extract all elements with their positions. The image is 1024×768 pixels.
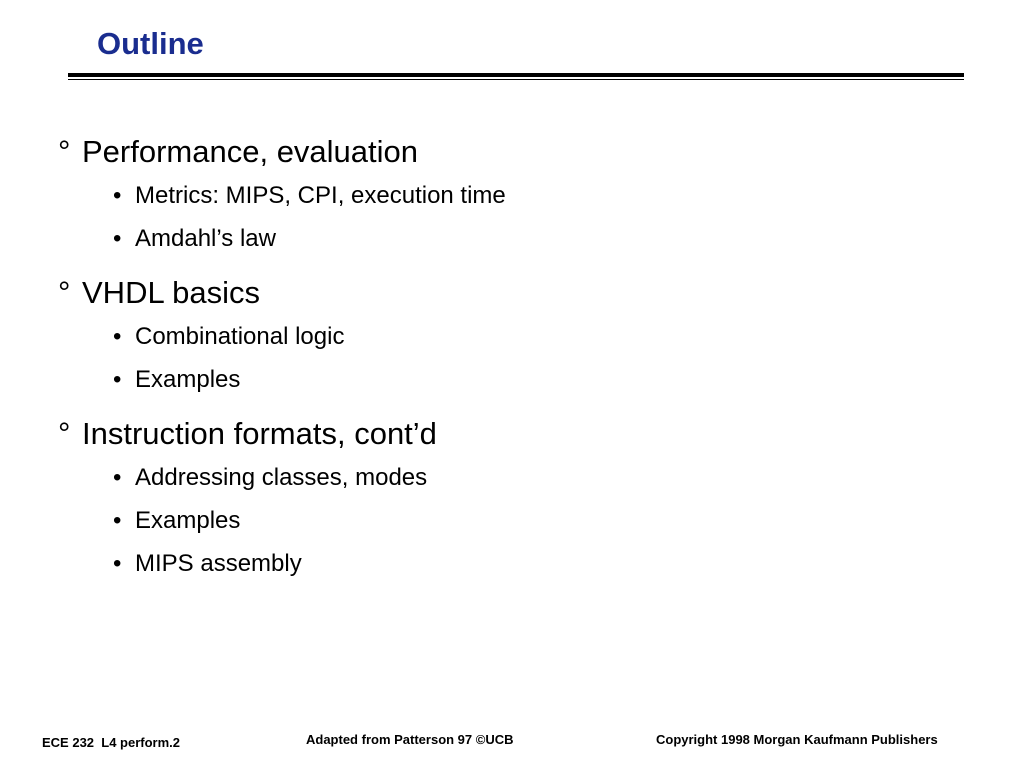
footer-course-label: ECE 232 L4 perform.2 <box>42 735 180 750</box>
degree-bullet: ° <box>58 134 71 169</box>
section-heading-text: Instruction formats, cont’d <box>82 416 437 451</box>
list-item-text: Metrics: MIPS, CPI, execution time <box>135 182 506 209</box>
list-item <box>113 315 958 358</box>
list-item <box>113 174 958 217</box>
degree-bullet: ° <box>58 275 71 310</box>
degree-bullet: ° <box>58 416 71 451</box>
bullet-dot: • <box>113 366 122 393</box>
title-divider-thin <box>68 79 964 80</box>
list-item <box>113 217 958 260</box>
bullet-dot: • <box>113 182 122 209</box>
list-item <box>113 499 958 542</box>
sub-list <box>58 456 958 585</box>
bullet-dot: • <box>113 225 122 252</box>
list-item-text: Combinational logic <box>135 323 345 350</box>
section-heading <box>58 412 958 456</box>
section-heading <box>58 130 958 174</box>
list-item-text: Examples <box>135 366 241 393</box>
section-heading-text: Performance, evaluation <box>82 134 419 169</box>
sub-list <box>58 315 958 401</box>
bullet-dot: • <box>113 550 122 577</box>
list-item <box>113 358 958 401</box>
list-item-text: Addressing classes, modes <box>135 464 428 491</box>
outline-list <box>58 130 958 596</box>
list-item-text: Amdahl’s law <box>135 225 276 252</box>
bullet-dot: • <box>113 464 122 491</box>
list-item <box>113 456 958 499</box>
footer-copyright: Copyright 1998 Morgan Kaufmann Publishers <box>656 732 938 747</box>
slide-title: Outline <box>97 26 204 61</box>
outline-section <box>58 271 958 401</box>
outline-section <box>58 412 958 585</box>
section-heading <box>58 271 958 315</box>
list-item-text: MIPS assembly <box>135 550 302 577</box>
list-item-text: Examples <box>135 507 241 534</box>
outline-section <box>58 130 958 260</box>
section-heading-text: VHDL basics <box>82 275 261 310</box>
bullet-dot: • <box>113 323 122 350</box>
list-item <box>113 542 958 585</box>
footer-attribution: Adapted from Patterson 97 ©UCB <box>306 732 514 747</box>
title-divider-thick <box>68 73 964 77</box>
sub-list <box>58 174 958 260</box>
bullet-dot: • <box>113 507 122 534</box>
